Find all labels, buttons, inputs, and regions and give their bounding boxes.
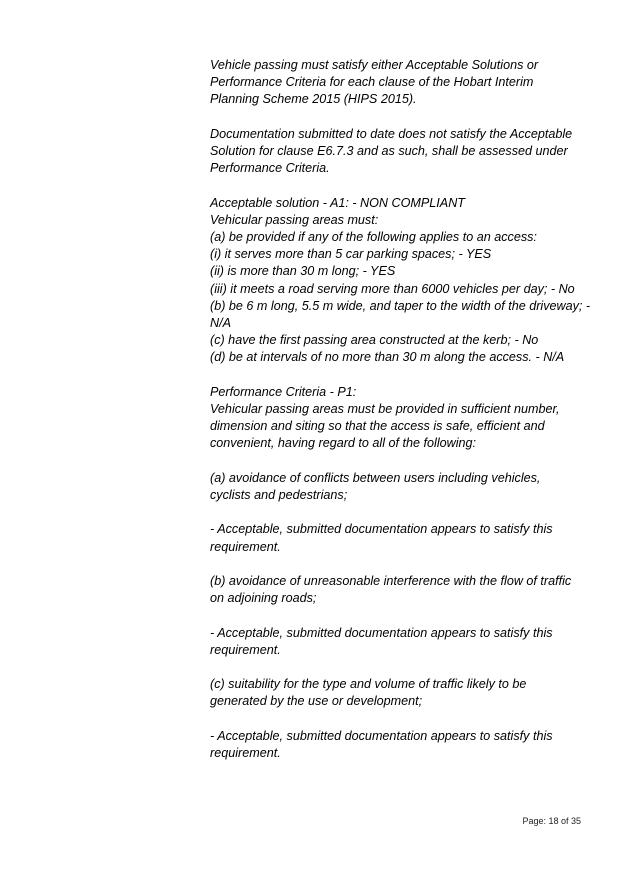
text-line: requirement. (210, 539, 281, 554)
text-line: - Acceptable, submitted documentation appears to satisfy this (210, 728, 553, 743)
text-line: Vehicular passing areas must: (210, 212, 379, 227)
acceptable-solution-section (210, 195, 591, 367)
performance-criteria-section (210, 384, 582, 453)
intro-paragraph (210, 57, 582, 109)
text-line: (c) suitability for the type and volume of traffic likely to be (210, 677, 527, 692)
text-line: Documentation submitted to date does not satisfy the Acceptable (210, 126, 573, 141)
text-line: requirement. (210, 745, 281, 760)
text-line: (b) avoidance of unreasonable interference with the flow of traffic (210, 574, 572, 588)
text-line: (d) be at intervals of no more than 30 m along the access. - N/A (210, 350, 565, 365)
text-line: Vehicular passing areas must be provided in sufficient number, (210, 402, 560, 417)
text-line: dimension and siting so that the access is safe, efficient and (210, 419, 545, 434)
text-line: (iii) it meets a road serving more than 6000 vehicles per day; - No (210, 281, 575, 296)
criterion-a (210, 470, 582, 504)
text-line: - Acceptable, submitted documentation appears to satisfy this (210, 625, 553, 640)
text-line: Performance Criteria for each clause of the Hobart Interim (210, 75, 534, 90)
text-line: Performance Criteria. (210, 161, 330, 176)
text-line: generated by the use or development; (210, 694, 423, 709)
assessment-b (210, 625, 582, 659)
documentation-note-paragraph (210, 126, 582, 178)
text-line: (c) have the first passing area constructed at the kerb; - No (210, 333, 539, 348)
text-line: convenient, having regard to all of the following: (210, 436, 477, 451)
text-line: (ii) is more than 30 m long; - YES (210, 264, 396, 279)
text-line: N/A (210, 316, 231, 331)
text-line: (a) be provided if any of the following applies to an access: (210, 230, 537, 244)
assessment-a (210, 521, 582, 555)
text-line: Vehicle passing must satisfy either Acceptable Solutions or (210, 58, 539, 72)
criterion-c (210, 676, 582, 710)
text-line: Planning Scheme 2015 (HIPS 2015). (210, 92, 417, 107)
document-body (210, 57, 591, 779)
criterion-b (210, 573, 582, 607)
text-line: on adjoining roads; (210, 591, 317, 606)
text-line: (a) avoidance of conflicts between users including vehicles, (210, 470, 541, 485)
acceptable-solution-heading: Acceptable solution - A1: - NON COMPLIANT (210, 195, 465, 210)
page-number: Page: 18 of 35 (522, 816, 581, 826)
text-line: requirement. (210, 642, 281, 657)
text-line: cyclists and pedestrians; (210, 488, 348, 503)
text-line: (i) it serves more than 5 car parking spaces; - YES (210, 247, 492, 262)
text-line: Solution for clause E6.7.3 and as such, shall be assessed under (210, 144, 568, 158)
performance-criteria-heading: Performance Criteria - P1: (210, 384, 357, 399)
text-line: - Acceptable, submitted documentation appears to satisfy this (210, 522, 553, 537)
assessment-c (210, 728, 582, 762)
text-line: (b) be 6 m long, 5.5 m wide, and taper to the width of the driveway; - (210, 298, 591, 313)
